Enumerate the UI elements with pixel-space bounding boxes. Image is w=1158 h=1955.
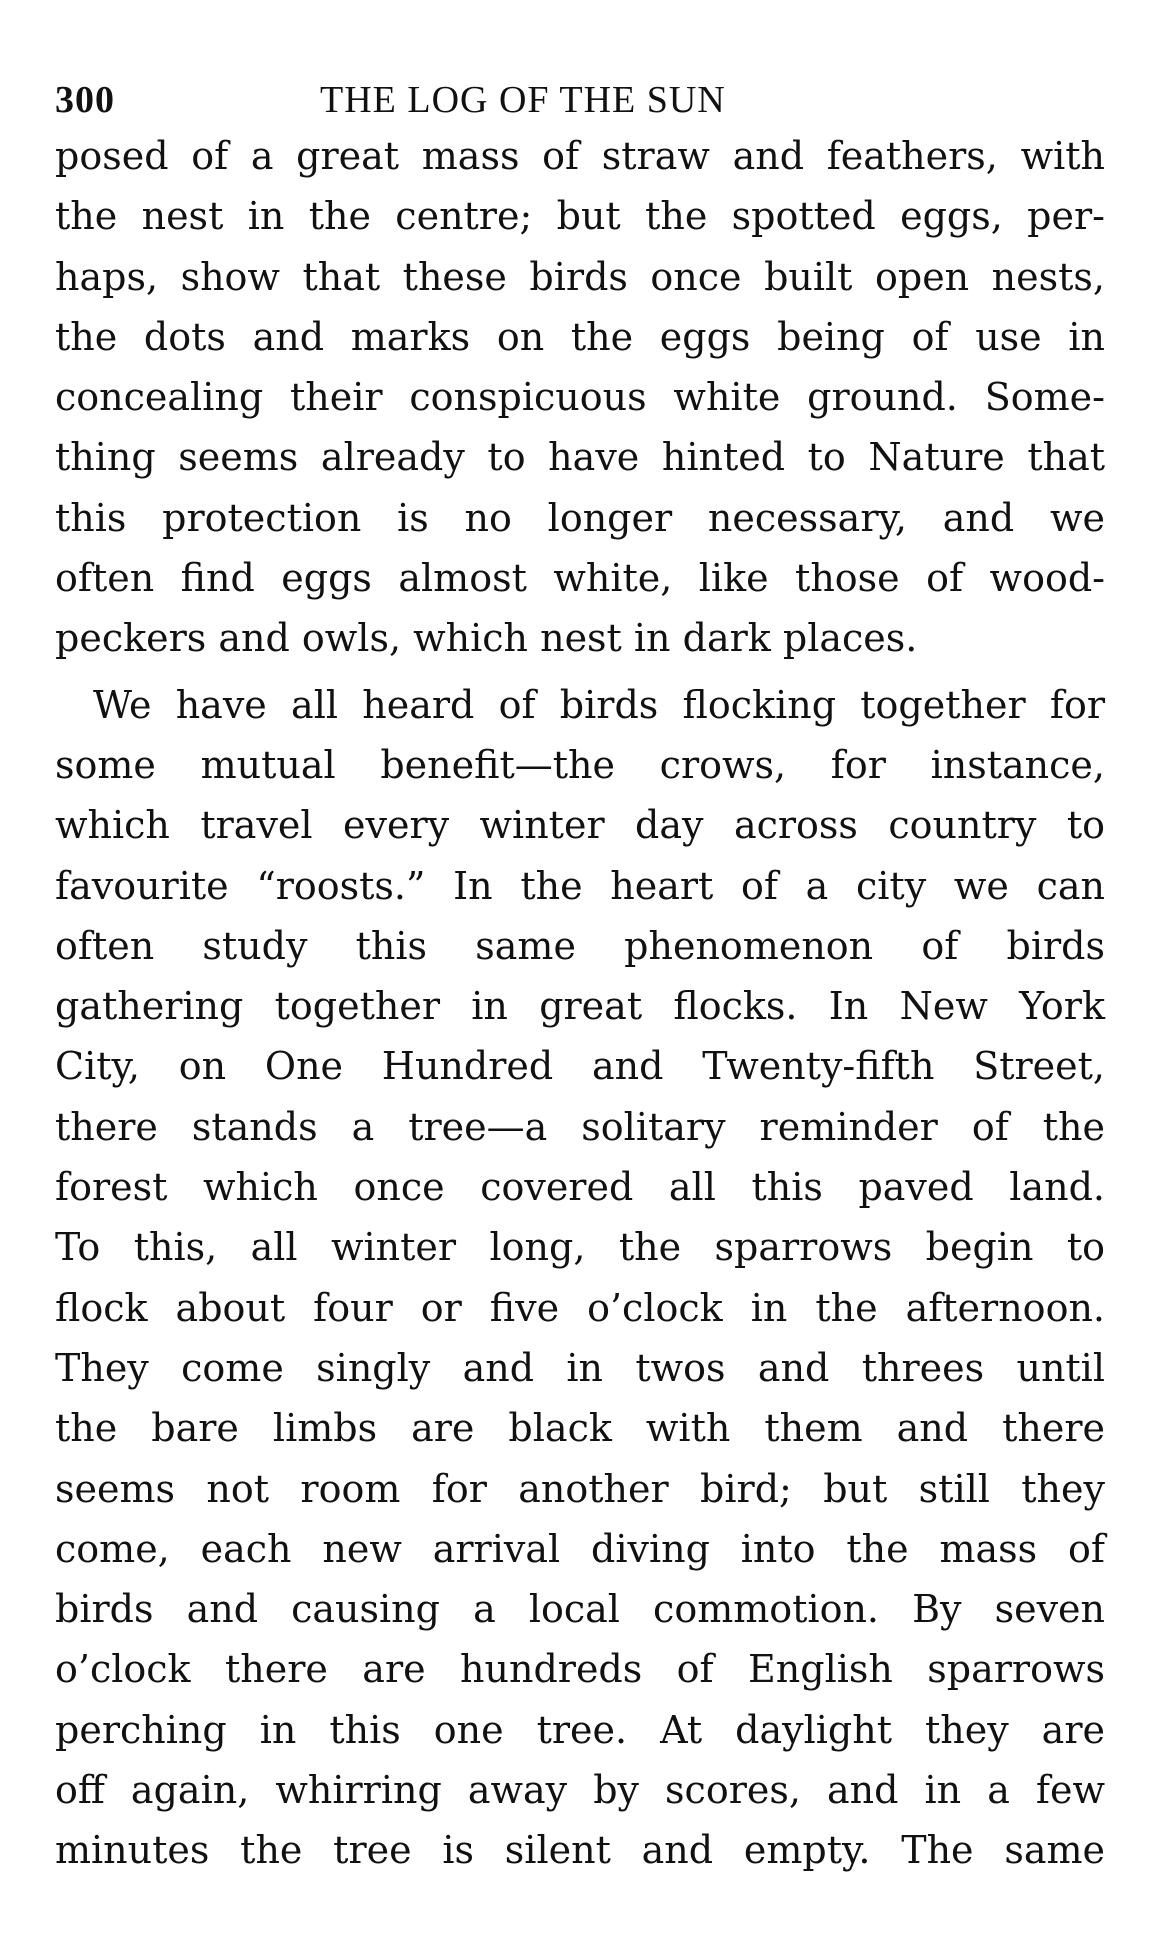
- paragraph-birds-flocking: [55, 675, 1105, 1881]
- text-line: We have all heard of birds flocking together for: [93, 682, 1105, 727]
- text-line: seems not room for another bird; but still they: [55, 1466, 1105, 1511]
- text-line: posed of a great mass of straw and feathers, with: [55, 134, 1105, 178]
- text-line: peckers and owls, which nest in dark places.: [55, 616, 918, 661]
- book-page: [55, 60, 1105, 1881]
- text-line: there stands a tree—a solitary reminder of the: [55, 1104, 1105, 1149]
- text-line: o’clock there are hundreds of English sparrows: [55, 1647, 1105, 1692]
- text-line: come, each new arrival diving into the mass of: [55, 1526, 1105, 1571]
- text-line: birds and causing a local commotion. By seven: [55, 1587, 1105, 1632]
- page-number: 300: [55, 79, 115, 121]
- text-line: off again, whirring away by scores, and in a few: [55, 1768, 1105, 1813]
- text-line: flock about four or five o’clock in the afternoon.: [55, 1285, 1105, 1330]
- text-line: the bare limbs are black with them and there: [55, 1406, 1105, 1451]
- text-line: often find eggs almost white, like those of wood-: [55, 556, 1105, 601]
- text-line: often study this same phenomenon of birds: [55, 923, 1105, 968]
- running-head: [55, 60, 1105, 126]
- text-line: gathering together in great flocks. In New York: [55, 984, 1105, 1029]
- text-line: thing seems already to have hinted to Nature that: [55, 435, 1105, 480]
- text-line: concealing their conspicuous white ground. Some-: [55, 375, 1105, 420]
- text-line: which travel every winter day across country to: [55, 803, 1105, 848]
- text-line: favourite “roosts.” In the heart of a city we can: [55, 863, 1105, 908]
- text-line: the nest in the centre; but the spotted eggs, per-: [55, 194, 1105, 239]
- text-line: perching in this one tree. At daylight they are: [55, 1707, 1105, 1752]
- running-title: THE LOG OF THE SUN: [320, 79, 726, 121]
- text-line: forest which once covered all this paved land.: [55, 1165, 1105, 1210]
- text-line: some mutual benefit—the crows, for instance,: [55, 742, 1105, 787]
- paragraph-continuation: [55, 126, 1105, 669]
- text-line: City, on One Hundred and Twenty-fifth Street,: [55, 1044, 1105, 1089]
- text-line: this protection is no longer necessary, and we: [55, 495, 1105, 540]
- text-line: haps, show that these birds once built open nests,: [55, 254, 1105, 299]
- text-line: the dots and marks on the eggs being of use in: [55, 314, 1105, 359]
- text-line: To this, all winter long, the sparrows begin to: [55, 1225, 1105, 1270]
- text-line: minutes the tree is silent and empty. The same: [55, 1828, 1105, 1873]
- text-line: They come singly and in twos and threes until: [55, 1345, 1105, 1390]
